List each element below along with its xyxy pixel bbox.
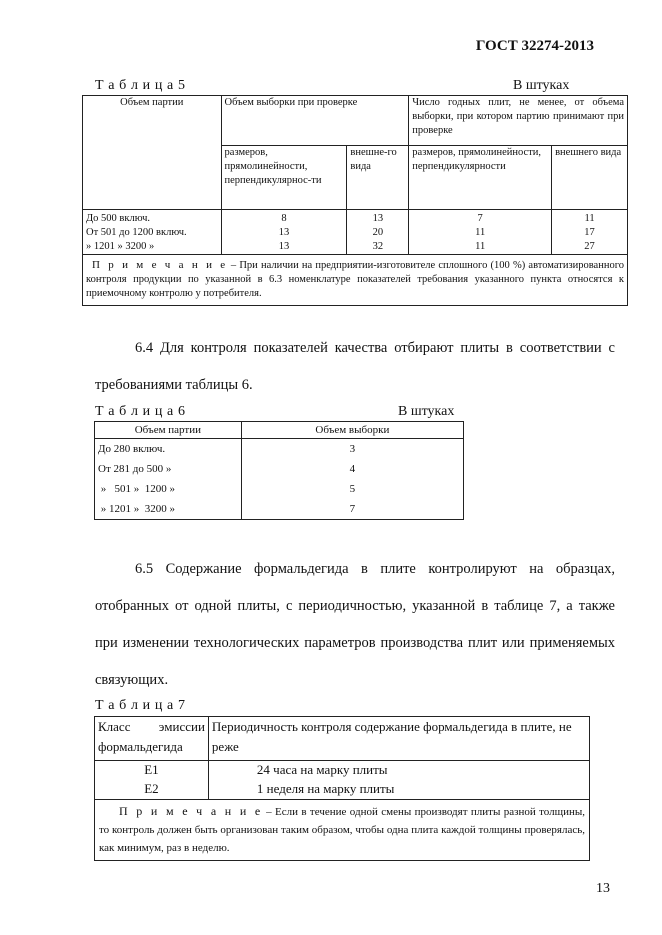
table-cell: 13 — [347, 210, 409, 227]
table-cell: 27 — [552, 240, 628, 255]
table-cell: 7 — [241, 499, 463, 520]
table-cell: 20 — [347, 226, 409, 240]
table-cell: 11 — [409, 240, 552, 255]
table-cell: 4 — [241, 459, 463, 479]
table-row-lot: » 1201 » 3200 » — [95, 499, 242, 520]
table-cell: 1 неделя на марку плиты — [208, 779, 589, 800]
table5-header-sample: Объем выборки при проверке — [221, 96, 409, 146]
table5-header-lot: Объем партии — [83, 96, 222, 210]
table5-header-good: Число годных плит, не менее, от объема выборки, при котором партию принимают при проверке — [409, 96, 628, 146]
table-cell: 11 — [409, 226, 552, 240]
document-header: ГОСТ 32274-2013 — [475, 38, 594, 54]
table5-note-text: – При наличии на предприятии-изготовителе сплошного (100 %) автоматизированного контроля продукции по указанной в 6.3 номенклатуре показателей требования указанного пункта относятся к приемочному контролю у потребителя. — [86, 260, 624, 299]
table5-subheader-ext2: внешнего вида — [552, 146, 628, 210]
table5 — [82, 95, 628, 306]
table-row-lot: До 500 включ. — [83, 210, 222, 227]
table-row-lot: До 280 включ. — [95, 439, 242, 460]
paragraph-6-5: 6.5 Содержание формальдегида в плите контролируют на образцах, отобранных от одной плиты, с периодичностью, указанной в таблице 7, а также при изменении технологических параметров производства плит или применяемых связующих. — [95, 561, 615, 688]
table-cell: 11 — [552, 210, 628, 227]
table-cell: 13 — [221, 226, 347, 240]
table-row-lot: От 281 до 500 » — [95, 459, 242, 479]
table-cell: 13 — [221, 240, 347, 255]
table7-header-period: Периодичность контроля содержание формальдегида в плите, не реже — [208, 717, 589, 761]
table5-subheader-ext: внешне-го вида — [347, 146, 409, 210]
table5-subheader-dims2: размеров, прямолинейности, перпендикулярности — [409, 146, 552, 210]
page-number: 13 — [596, 881, 610, 896]
table-cell: 32 — [347, 240, 409, 255]
table-cell: 3 — [241, 439, 463, 460]
table7-note-text: – Если в течение одной смены производят плиты разной толщины, то контроль должен быть организован таким образом, чтобы одна плита каждой толщины проверялась, как минимум, раз в неделю. — [99, 806, 585, 854]
table5-note-label: П р и м е ч а н и е — [92, 259, 228, 271]
table-row-lot: От 501 до 1200 включ. — [83, 226, 222, 240]
table5-note — [83, 255, 628, 306]
paragraph-6-4: 6.4 Для контроля показателей качества отбирают плиты в соответствии с требованиями таблицы 6. — [95, 340, 615, 393]
table7-note — [95, 800, 590, 861]
table6-header-sample: Объем выборки — [241, 422, 463, 439]
table-cell: 5 — [241, 479, 463, 499]
table7-header-class: Класс эмиссии формальдегида — [95, 717, 209, 761]
table-cell: 17 — [552, 226, 628, 240]
table-row-lot: » 501 » 1200 » — [95, 479, 242, 499]
table-cell: 24 часа на марку плиты — [208, 761, 589, 780]
table7-caption: Т а б л и ц а 7 — [95, 698, 186, 713]
table-cell: 7 — [409, 210, 552, 227]
table6-unit: В штуках — [398, 404, 455, 419]
table7-note-label: П р и м е ч а н и е — [119, 804, 263, 818]
table6-header-lot: Объем партии — [95, 422, 242, 439]
table5-unit: В штуках — [513, 78, 570, 93]
table-row-lot: » 1201 » 3200 » — [83, 240, 222, 255]
table-cell: 8 — [221, 210, 347, 227]
table6-caption: Т а б л и ц а 6 — [95, 404, 186, 419]
table-cell: Е1 — [95, 761, 209, 780]
table-cell: Е2 — [95, 779, 209, 800]
table5-subheader-dims: размеров, прямолинейности, перпендикулярнос-ти — [221, 146, 347, 210]
table5-caption: Т а б л и ц а 5 — [95, 78, 186, 93]
table7 — [94, 716, 590, 861]
table6 — [94, 421, 464, 520]
